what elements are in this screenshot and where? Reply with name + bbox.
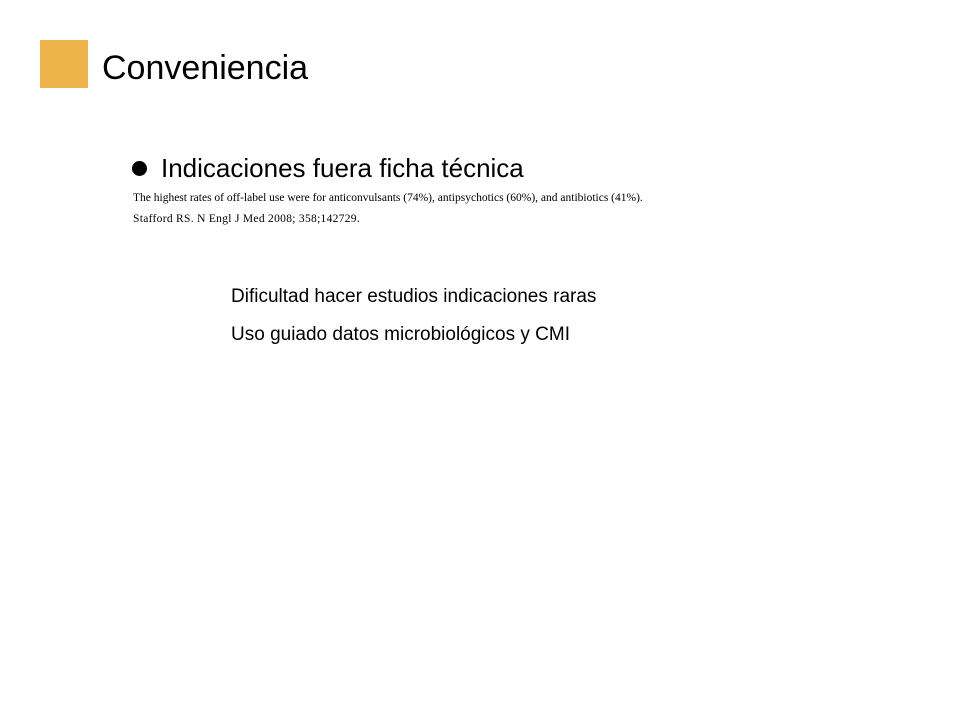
- sub-point: Uso guiado datos microbiológicos y CMI: [231, 324, 570, 345]
- main-bullet-text: Indicaciones fuera ficha técnica: [161, 153, 524, 183]
- slide-title: Conveniencia: [102, 49, 309, 87]
- sub-point: Dificultad hacer estudios indicaciones raras: [231, 286, 597, 307]
- reference-citation: Stafford RS. N Engl J Med 2008; 358;142729.: [133, 213, 361, 225]
- reference-quote: The highest rates of off-label use were for anticonvulsants (74%), antipsychotics (60%), and antibiotics (41%).: [133, 192, 643, 204]
- main-bullet: [132, 148, 524, 188]
- filled-circle-bullet-icon: [132, 161, 147, 176]
- title-accent-square: [40, 40, 88, 88]
